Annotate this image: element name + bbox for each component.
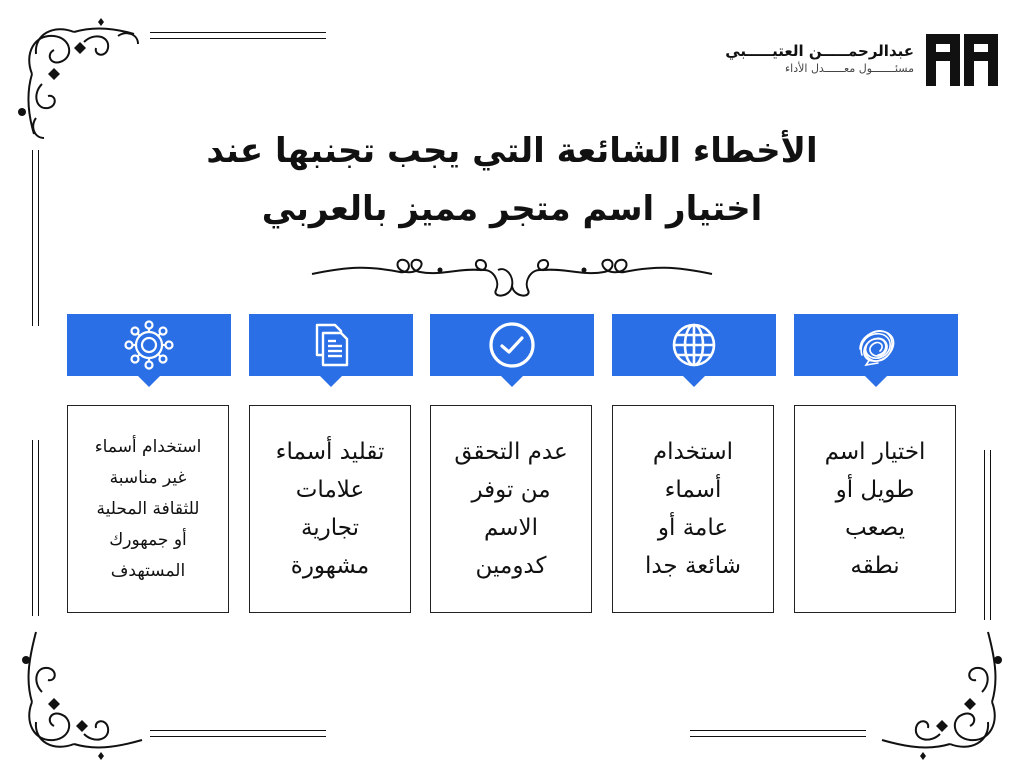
brand-text bbox=[725, 42, 914, 75]
card-text: اختيار اسم طويل أو يصعب نطقه bbox=[824, 439, 926, 579]
check-circle-icon bbox=[486, 319, 538, 371]
brand-header bbox=[725, 30, 1000, 86]
scribble-icon bbox=[850, 319, 902, 371]
card-header bbox=[612, 314, 776, 376]
card-text-box bbox=[67, 405, 229, 613]
card-text: استخدام أسماء عامة أو شائعة جدا bbox=[644, 439, 742, 579]
card-text: عدم التحقق من توفر الاسم كدومين bbox=[454, 439, 568, 579]
network-icon bbox=[123, 319, 175, 371]
mistake-card-4 bbox=[249, 314, 413, 579]
card-header bbox=[67, 314, 231, 376]
card-text-box bbox=[249, 405, 411, 613]
mistake-card-5 bbox=[67, 314, 231, 581]
mistake-card-3 bbox=[430, 314, 594, 579]
title-line-1: الأخطاء الشائعة التي يجب تجنبها عند bbox=[206, 131, 818, 171]
mistake-card-1 bbox=[794, 314, 958, 579]
card-header bbox=[430, 314, 594, 376]
card-text: تقليد أسماء علامات تجارية مشهورة bbox=[275, 439, 385, 579]
card-text-box bbox=[794, 405, 956, 613]
card-header bbox=[249, 314, 413, 376]
card-text-box bbox=[612, 405, 774, 613]
card-text-box bbox=[430, 405, 592, 613]
globe-icon bbox=[668, 319, 720, 371]
brand-name: عبدالرحمـــــن العتيـــــبي bbox=[725, 41, 914, 60]
mistake-card-2 bbox=[612, 314, 776, 579]
title-line-2: اختيار اسم متجر مميز بالعربي bbox=[261, 189, 763, 229]
corner-ornament-bottom-left bbox=[14, 612, 164, 762]
document-copy-icon bbox=[305, 319, 357, 371]
brand-logo-icon bbox=[926, 30, 1000, 86]
page-title bbox=[150, 122, 874, 238]
corner-ornament-top-left bbox=[14, 14, 164, 164]
brand-role: مسئـــــــول معــــــدل الأداء bbox=[784, 61, 914, 75]
card-header bbox=[794, 314, 958, 376]
title-divider-ornament bbox=[310, 246, 714, 302]
corner-ornament-bottom-right bbox=[860, 612, 1010, 762]
card-text: استخدام أسماء غير مناسبة للثقافة المحلية أو جمهورك المستهدف bbox=[94, 436, 202, 581]
